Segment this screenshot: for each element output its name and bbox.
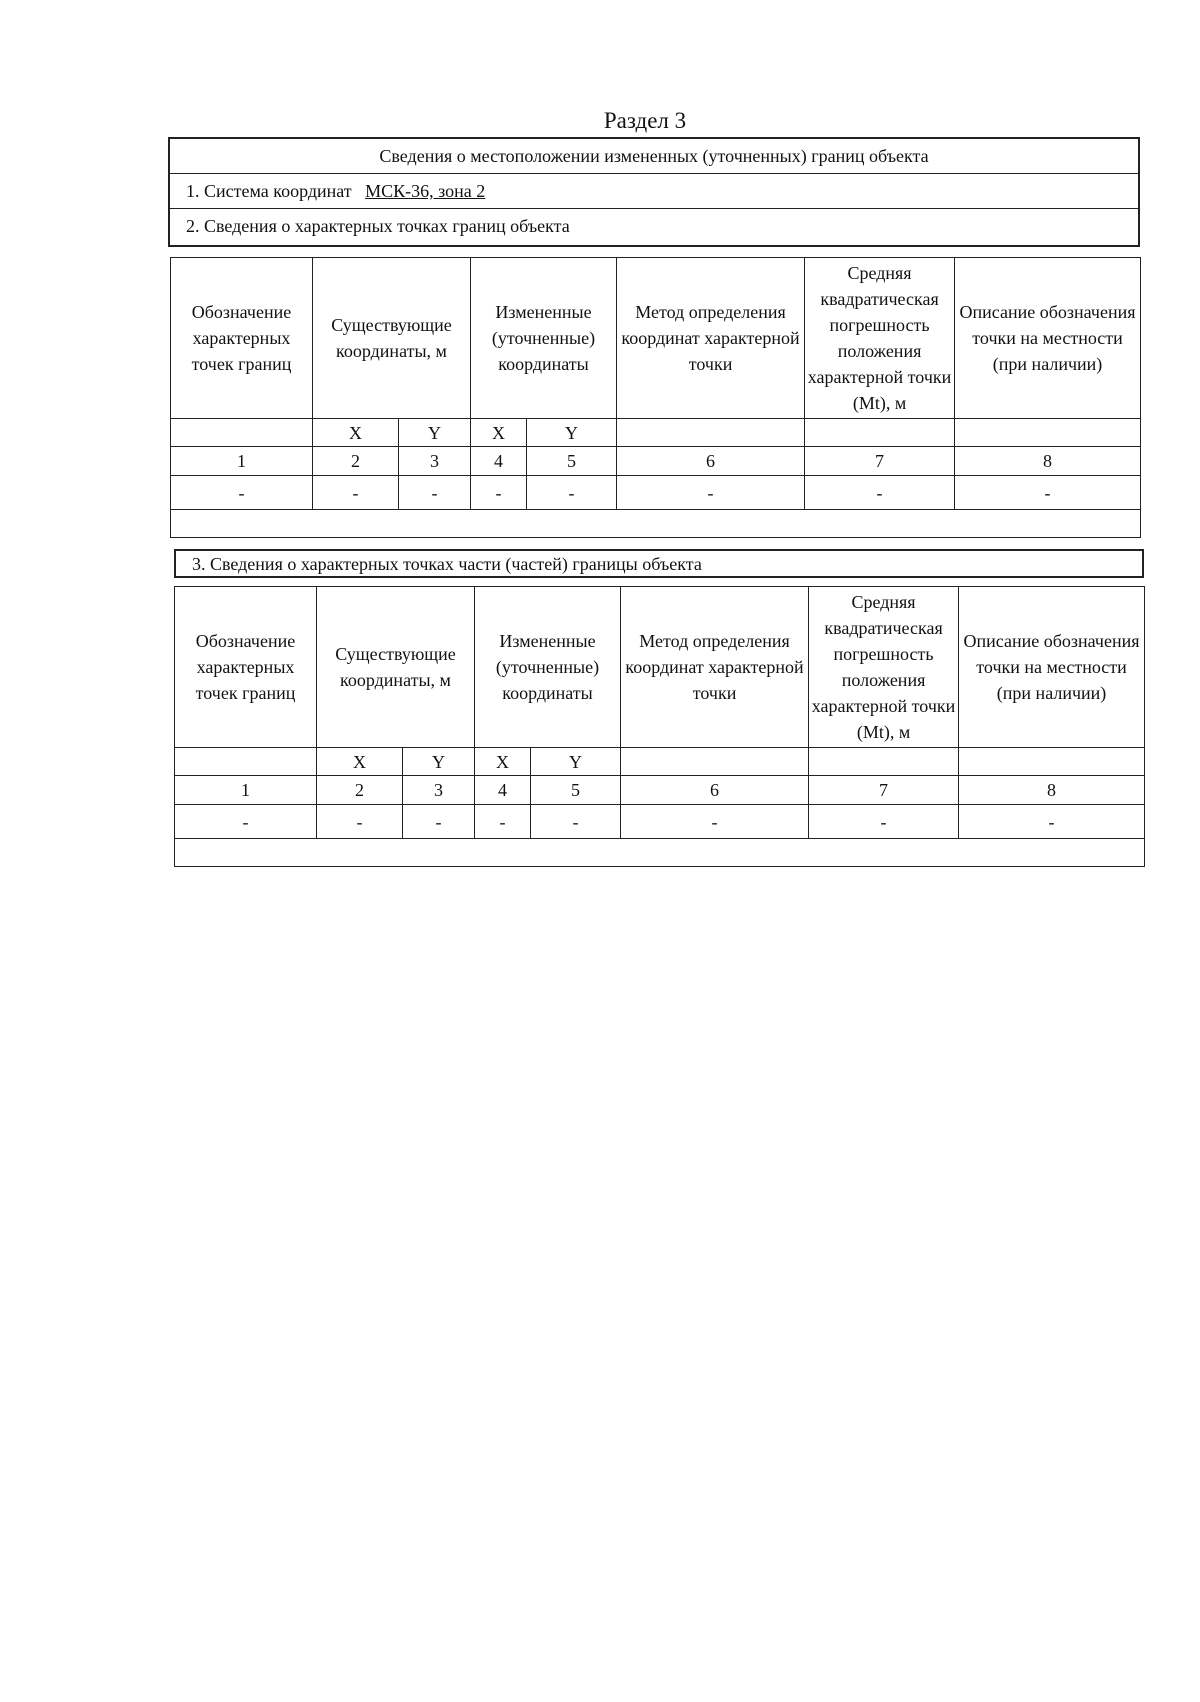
table-number-row	[171, 447, 1141, 476]
table-cell: 2	[317, 776, 403, 805]
coord-system-label: 1. Система координат	[186, 181, 352, 201]
col-header-changed: Измененные (уточненные) координаты	[471, 258, 617, 419]
col-header-existing: Существующие координаты, м	[313, 258, 471, 419]
col-header-description: Описание обозначения точки на местности (при наличии)	[955, 258, 1141, 419]
coord-system-row	[170, 174, 1138, 209]
header-title: Сведения о местоположении измененных (уточненных) границ объекта	[170, 139, 1138, 174]
col-y: Y	[527, 419, 617, 447]
table-cell: -	[313, 476, 399, 510]
table-cell: 4	[471, 447, 527, 476]
table-cell: -	[531, 805, 621, 839]
col-header-error: Средняя квадратическая погрешность положения характерной точки (Mt), м	[805, 258, 955, 419]
table-xy-row	[175, 748, 1145, 776]
table-cell: -	[617, 476, 805, 510]
col-header-description: Описание обозначения точки на местности (при наличии)	[959, 587, 1145, 748]
table-cell: -	[527, 476, 617, 510]
table-cell: -	[171, 476, 313, 510]
points-table-1	[170, 257, 1141, 538]
coord-system-value: МСК-36, зона 2	[365, 181, 486, 201]
col-header-method: Метод определения координат характерной точки	[617, 258, 805, 419]
table-number-row	[175, 776, 1145, 805]
table-xy-row	[171, 419, 1141, 447]
table-cell: 8	[959, 776, 1145, 805]
table-cell: -	[809, 805, 959, 839]
table-cell: -	[317, 805, 403, 839]
table-cell: 6	[617, 447, 805, 476]
table-header-row	[175, 587, 1145, 748]
col-header-changed: Измененные (уточненные) координаты	[475, 587, 621, 748]
table-cell: 5	[527, 447, 617, 476]
table-cell: -	[955, 476, 1141, 510]
col-header-error: Средняя квадратическая погрешность положения характерной точки (Mt), м	[809, 587, 959, 748]
col-y: Y	[531, 748, 621, 776]
page-title: Раздел 3	[603, 108, 687, 133]
col-header-method: Метод определения координат характерной точки	[621, 587, 809, 748]
table-cell: -	[621, 805, 809, 839]
table-cell: 1	[175, 776, 317, 805]
table-cell: -	[403, 805, 475, 839]
col-x: X	[475, 748, 531, 776]
table-cell: 6	[621, 776, 809, 805]
col-x: X	[317, 748, 403, 776]
table-cell: 5	[531, 776, 621, 805]
col-x: X	[313, 419, 399, 447]
points-table-2	[174, 586, 1145, 867]
col-header-point: Обозначение характерных точек границ	[175, 587, 317, 748]
table-row	[175, 805, 1145, 839]
col-x: X	[471, 419, 527, 447]
col-y: Y	[403, 748, 475, 776]
col-y: Y	[399, 419, 471, 447]
table-header-row	[171, 258, 1141, 419]
table-cell: 3	[403, 776, 475, 805]
table-cell: 8	[955, 447, 1141, 476]
table-cell: -	[805, 476, 955, 510]
table-cell: 7	[809, 776, 959, 805]
table-cell: 2	[313, 447, 399, 476]
col-header-existing: Существующие координаты, м	[317, 587, 475, 748]
table-cell: -	[475, 805, 531, 839]
table-cell: 3	[399, 447, 471, 476]
points-title: 2. Сведения о характерных точках границ объекта	[186, 216, 570, 236]
table-cell: 7	[805, 447, 955, 476]
table-cell: -	[175, 805, 317, 839]
table-cell: -	[959, 805, 1145, 839]
table-empty-row	[175, 839, 1145, 867]
section3-title: 3. Сведения о характерных точках части (частей) границы объекта	[174, 549, 1144, 578]
table-empty-row	[171, 510, 1141, 538]
header-box	[168, 137, 1140, 247]
table-cell: 1	[171, 447, 313, 476]
table-row	[171, 476, 1141, 510]
col-header-point: Обозначение характерных точек границ	[171, 258, 313, 419]
table-cell: 4	[475, 776, 531, 805]
table-cell: -	[471, 476, 527, 510]
table-cell: -	[399, 476, 471, 510]
